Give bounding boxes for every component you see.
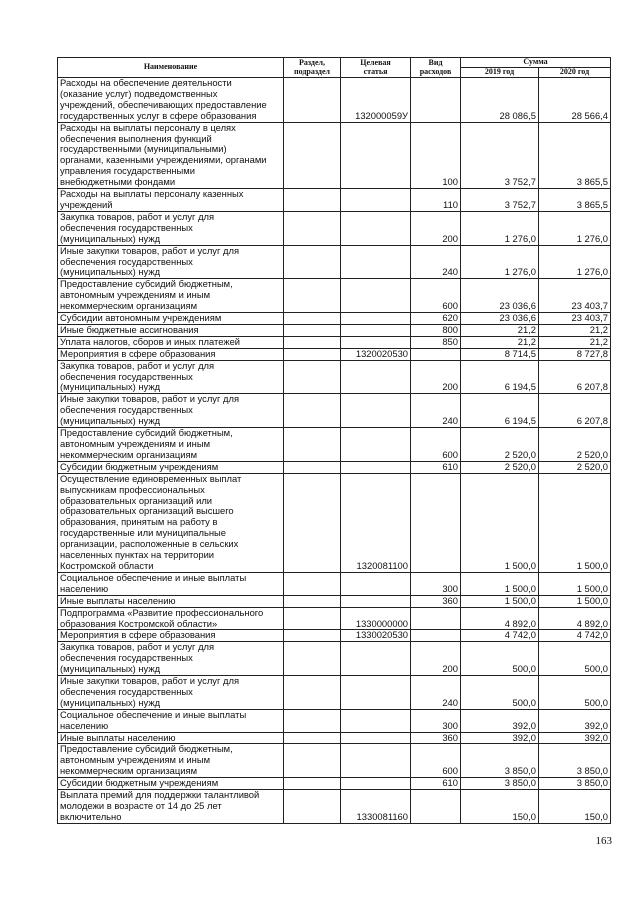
row-sum-2020: 3 865,5: [539, 189, 611, 212]
row-article: [341, 709, 411, 732]
row-sum-2019: 8 714,5: [461, 348, 539, 360]
row-article: [341, 122, 411, 188]
row-section: [284, 336, 341, 348]
row-name: Закупка товаров, работ и услуг для обеспечения государственных (муниципальных) нужд: [58, 360, 284, 394]
row-article: [341, 394, 411, 428]
row-section: [284, 676, 341, 710]
row-name: Иные выплаты населению: [58, 595, 284, 607]
row-sum-2020: 150,0: [539, 790, 611, 824]
row-sum-2019: 28 086,5: [461, 78, 539, 123]
row-section: [284, 360, 341, 394]
row-sum-2019: 3 850,0: [461, 744, 539, 778]
row-sum-2019: 4 742,0: [461, 630, 539, 642]
row-name: Мероприятия в сфере образования: [58, 630, 284, 642]
table-row: [58, 279, 611, 313]
row-sum-2019: 1 500,0: [461, 473, 539, 572]
row-article: [341, 360, 411, 394]
row-article: [341, 245, 411, 279]
row-name: Осуществление единовременных выплат выпускникам профессиональных образовательных организаций или образовательных организаций высшего образования, принятым на работу в государственные или муниципальные организации, расположенные в сельских населенных пунктах на территории Костромской области: [58, 473, 284, 572]
row-sum-2020: 8 727,8: [539, 348, 611, 360]
row-section: [284, 122, 341, 188]
row-expense-type: 360: [411, 595, 461, 607]
row-article: [341, 279, 411, 313]
row-article: [341, 461, 411, 473]
row-article: 1330020530: [341, 630, 411, 642]
row-section: [284, 572, 341, 595]
row-sum-2020: 21,2: [539, 324, 611, 336]
row-sum-2019: 2 520,0: [461, 428, 539, 462]
row-expense-type: [411, 630, 461, 642]
row-article: [341, 676, 411, 710]
row-section: [284, 473, 341, 572]
row-sum-2020: 3 850,0: [539, 744, 611, 778]
row-expense-type: 200: [411, 211, 461, 245]
row-name: Расходы на выплаты персоналу в целях обеспечения выполнения функций государственными (муниципальными) органами, казенными учреждениями, органами управления государственными внебюджетными фондами: [58, 122, 284, 188]
row-expense-type: 110: [411, 189, 461, 212]
table-row: [58, 572, 611, 595]
row-sum-2019: 3 752,7: [461, 189, 539, 212]
row-article: 1330081160: [341, 790, 411, 824]
table-row: [58, 313, 611, 325]
row-name: Иные бюджетные ассигнования: [58, 324, 284, 336]
header-year-2019: 2019 год: [461, 68, 539, 78]
header-name: Наименование: [58, 58, 284, 78]
table-row: [58, 630, 611, 642]
row-section: [284, 642, 341, 676]
row-article: [341, 324, 411, 336]
row-expense-type: 850: [411, 336, 461, 348]
row-sum-2020: 4 892,0: [539, 607, 611, 630]
row-name: Социальное обеспечение и иные выплаты населению: [58, 709, 284, 732]
row-sum-2019: 500,0: [461, 642, 539, 676]
row-expense-type: 610: [411, 778, 461, 790]
row-section: [284, 348, 341, 360]
budget-table: [57, 57, 611, 824]
row-section: [284, 744, 341, 778]
header-year-2020: 2020 год: [539, 68, 611, 78]
row-expense-type: 300: [411, 709, 461, 732]
row-sum-2020: 392,0: [539, 732, 611, 744]
row-sum-2020: 23 403,7: [539, 313, 611, 325]
header-article: Целевая статья: [341, 58, 411, 78]
row-section: [284, 313, 341, 325]
table-row: [58, 360, 611, 394]
row-sum-2020: 1 276,0: [539, 211, 611, 245]
row-article: [341, 211, 411, 245]
row-article: 1320020530: [341, 348, 411, 360]
row-sum-2019: 6 194,5: [461, 394, 539, 428]
row-article: [341, 744, 411, 778]
table-row: [58, 709, 611, 732]
row-sum-2020: 21,2: [539, 336, 611, 348]
row-sum-2020: 28 566,4: [539, 78, 611, 123]
row-article: [341, 428, 411, 462]
table-body: [58, 78, 611, 824]
row-expense-type: 600: [411, 744, 461, 778]
row-sum-2019: 392,0: [461, 732, 539, 744]
row-expense-type: 240: [411, 394, 461, 428]
row-name: Расходы на обеспечение деятельности (оказание услуг) подведомственных учреждений, обеспечивающих предоставление государственных услуг в сфере образования: [58, 78, 284, 123]
row-name: Уплата налогов, сборов и иных платежей: [58, 336, 284, 348]
row-sum-2019: 3 850,0: [461, 778, 539, 790]
row-sum-2020: 2 520,0: [539, 461, 611, 473]
page-number: 163: [595, 835, 612, 847]
row-section: [284, 790, 341, 824]
row-sum-2019: 23 036,6: [461, 313, 539, 325]
row-article: [341, 778, 411, 790]
row-expense-type: 800: [411, 324, 461, 336]
row-sum-2019: 1 500,0: [461, 595, 539, 607]
row-section: [284, 211, 341, 245]
table-row: [58, 732, 611, 744]
row-sum-2020: 1 500,0: [539, 473, 611, 572]
row-sum-2019: 500,0: [461, 676, 539, 710]
row-name: Иные закупки товаров, работ и услуг для обеспечения государственных (муниципальных) нужд: [58, 245, 284, 279]
row-sum-2020: 1 500,0: [539, 595, 611, 607]
row-expense-type: 610: [411, 461, 461, 473]
row-name: Предоставление субсидий бюджетным, автономным учреждениям и иным некоммерческим организациям: [58, 428, 284, 462]
table-row: [58, 790, 611, 824]
table-row: [58, 394, 611, 428]
row-expense-type: 240: [411, 676, 461, 710]
row-sum-2020: 6 207,8: [539, 394, 611, 428]
row-name: Социальное обеспечение и иные выплаты населению: [58, 572, 284, 595]
table-row: [58, 336, 611, 348]
row-expense-type: [411, 473, 461, 572]
row-expense-type: 240: [411, 245, 461, 279]
row-article: [341, 313, 411, 325]
row-sum-2019: 21,2: [461, 324, 539, 336]
row-sum-2019: 1 276,0: [461, 245, 539, 279]
table-row: [58, 473, 611, 572]
table-row: [58, 642, 611, 676]
row-expense-type: [411, 790, 461, 824]
row-article: 1320081100: [341, 473, 411, 572]
row-sum-2019: 1 276,0: [461, 211, 539, 245]
row-name: Субсидии бюджетным учреждениям: [58, 778, 284, 790]
row-section: [284, 461, 341, 473]
row-sum-2020: 1 276,0: [539, 245, 611, 279]
table-row: [58, 778, 611, 790]
row-sum-2019: 150,0: [461, 790, 539, 824]
row-sum-2019: 2 520,0: [461, 461, 539, 473]
row-section: [284, 78, 341, 123]
row-name: Мероприятия в сфере образования: [58, 348, 284, 360]
table-row: [58, 595, 611, 607]
table-row: [58, 211, 611, 245]
row-section: [284, 394, 341, 428]
row-sum-2020: 2 520,0: [539, 428, 611, 462]
row-section: [284, 189, 341, 212]
table-row: [58, 78, 611, 123]
row-sum-2019: 23 036,6: [461, 279, 539, 313]
row-article: [341, 336, 411, 348]
table-row: [58, 348, 611, 360]
row-section: [284, 595, 341, 607]
row-article: [341, 642, 411, 676]
row-section: [284, 324, 341, 336]
row-name: Закупка товаров, работ и услуг для обеспечения государственных (муниципальных) нужд: [58, 211, 284, 245]
row-section: [284, 245, 341, 279]
row-sum-2020: 392,0: [539, 709, 611, 732]
row-sum-2020: 23 403,7: [539, 279, 611, 313]
row-sum-2019: 392,0: [461, 709, 539, 732]
row-section: [284, 709, 341, 732]
table-row: [58, 744, 611, 778]
row-name: Субсидии бюджетным учреждениям: [58, 461, 284, 473]
row-expense-type: [411, 607, 461, 630]
row-section: [284, 732, 341, 744]
row-article: [341, 732, 411, 744]
table-row: [58, 245, 611, 279]
row-expense-type: [411, 78, 461, 123]
row-name: Выплата премий для поддержки талантливой молодежи в возрасте от 14 до 25 лет включительно: [58, 790, 284, 824]
table-row: [58, 122, 611, 188]
row-name: Субсидии автономным учреждениям: [58, 313, 284, 325]
row-section: [284, 630, 341, 642]
table-row: [58, 607, 611, 630]
row-expense-type: 200: [411, 642, 461, 676]
row-article: [341, 595, 411, 607]
row-expense-type: 100: [411, 122, 461, 188]
table-row: [58, 428, 611, 462]
header-sum: Сумма: [461, 58, 611, 68]
table-header: [58, 58, 611, 78]
row-sum-2020: 4 742,0: [539, 630, 611, 642]
table-row: [58, 189, 611, 212]
row-sum-2019: 3 752,7: [461, 122, 539, 188]
table-row: [58, 324, 611, 336]
row-expense-type: [411, 348, 461, 360]
row-expense-type: 620: [411, 313, 461, 325]
row-article: [341, 189, 411, 212]
row-name: Иные выплаты населению: [58, 732, 284, 744]
row-section: [284, 428, 341, 462]
row-sum-2019: 4 892,0: [461, 607, 539, 630]
row-name: Расходы на выплаты персоналу казенных учреждений: [58, 189, 284, 212]
row-sum-2020: 1 500,0: [539, 572, 611, 595]
header-section: Раздел, подраздел: [284, 58, 341, 78]
row-sum-2020: 500,0: [539, 676, 611, 710]
row-expense-type: 360: [411, 732, 461, 744]
row-expense-type: 300: [411, 572, 461, 595]
row-sum-2019: 1 500,0: [461, 572, 539, 595]
row-sum-2020: 6 207,8: [539, 360, 611, 394]
row-sum-2019: 6 194,5: [461, 360, 539, 394]
row-sum-2019: 21,2: [461, 336, 539, 348]
row-section: [284, 778, 341, 790]
row-section: [284, 607, 341, 630]
row-name: Предоставление субсидий бюджетным, автономным учреждениям и иным некоммерческим организациям: [58, 744, 284, 778]
row-name: Иные закупки товаров, работ и услуг для обеспечения государственных (муниципальных) нужд: [58, 394, 284, 428]
row-name: Закупка товаров, работ и услуг для обеспечения государственных (муниципальных) нужд: [58, 642, 284, 676]
row-sum-2020: 500,0: [539, 642, 611, 676]
row-sum-2020: 3 865,5: [539, 122, 611, 188]
row-section: [284, 279, 341, 313]
row-expense-type: 600: [411, 279, 461, 313]
row-article: [341, 572, 411, 595]
table-row: [58, 676, 611, 710]
row-name: Подпрограмма «Развитие профессионального образования Костромской области»: [58, 607, 284, 630]
row-article: 132000059У: [341, 78, 411, 123]
row-expense-type: 600: [411, 428, 461, 462]
header-expense-type: Вид расходов: [411, 58, 461, 78]
row-name: Иные закупки товаров, работ и услуг для обеспечения государственных (муниципальных) нужд: [58, 676, 284, 710]
row-article: 1330000000: [341, 607, 411, 630]
row-name: Предоставление субсидий бюджетным, автономным учреждениям и иным некоммерческим организациям: [58, 279, 284, 313]
table-row: [58, 461, 611, 473]
row-sum-2020: 3 850,0: [539, 778, 611, 790]
row-expense-type: 200: [411, 360, 461, 394]
